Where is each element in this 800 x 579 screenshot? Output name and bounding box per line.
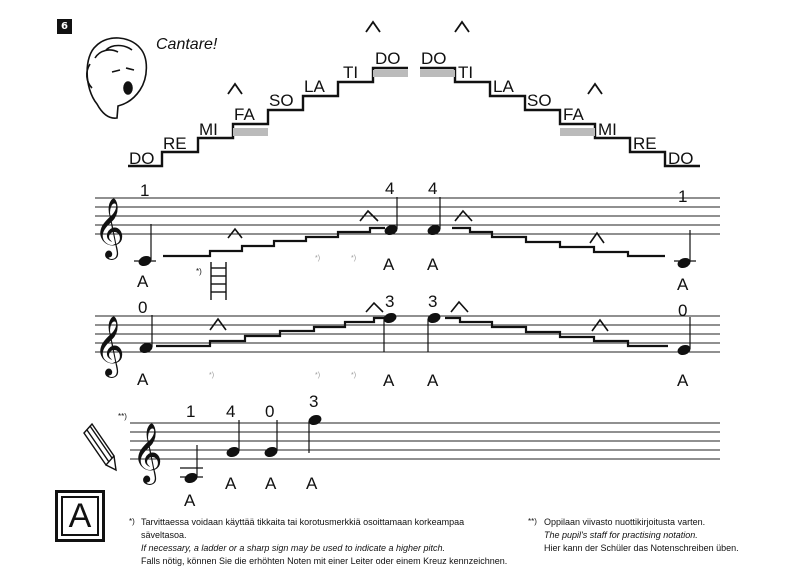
solfege-left-mi: MI — [199, 120, 218, 139]
solfege-right-so: SO — [527, 91, 552, 110]
staff-3-fingering-1: 1 — [186, 402, 196, 421]
section-letter: A — [61, 496, 99, 536]
solfege-left-fa: FA — [234, 105, 255, 124]
solfege-right-la: LA — [493, 77, 514, 96]
solfege-right-mi: MI — [598, 120, 617, 139]
solfege-left-re: RE — [163, 134, 187, 153]
staff-2-fingering-3: 3 — [428, 292, 438, 311]
staff-1-fingering-1: 1 — [140, 181, 150, 200]
footnote-right-de: Hier kann der Schüler das Notenschreiben üben. — [544, 543, 739, 553]
staff-2-marker-2: *) — [315, 372, 321, 379]
solfege-stairs-descending — [420, 68, 700, 166]
staff-2-fingering-1: 0 — [138, 298, 148, 317]
staff-2-fingering-4: 0 — [678, 301, 688, 320]
solfege-right-fa: FA — [563, 105, 584, 124]
footnote-left — [129, 516, 511, 568]
solfege-left-do-high: DO — [375, 49, 401, 68]
staff-3-note-label-3: A — [265, 474, 277, 493]
footnote-left-en: If necessary, a ladder or a sharp sign may be used to indicate a higher pitch. — [141, 543, 446, 553]
solfege-left-do: DO — [129, 149, 155, 168]
staff-1-note-label-4: A — [677, 275, 689, 294]
staff-2-note-label-4: A — [677, 371, 689, 390]
staff-2-note-label-3: A — [427, 371, 439, 390]
staff-2-stairs — [156, 318, 668, 346]
staff-1 — [95, 198, 720, 234]
solfege-carets-top — [228, 22, 602, 94]
staff-3-note-label-2: A — [225, 474, 237, 493]
staff-3-fingering-4: 3 — [309, 392, 319, 411]
staff-1-notes — [134, 197, 696, 269]
footnote-right — [528, 516, 764, 555]
staff-3-notes — [180, 414, 322, 484]
treble-clef-icon: 𝄞 — [94, 317, 125, 375]
staff-1-fingering-3: 4 — [428, 179, 438, 198]
footnote-left-de: Falls nötig, können Sie die erhöhten Noten mit einer Leiter oder einem Kreuz kennzeichnen. — [141, 556, 508, 566]
solfege-right-do: DO — [668, 149, 694, 168]
staff-1-marker-ladder: *) — [196, 267, 202, 276]
staff-1-note-label-2: A — [383, 255, 395, 274]
page-number: 6 — [57, 19, 72, 34]
footnote-right-marker: **) — [528, 517, 537, 526]
staff-2-fingering-2: 3 — [385, 292, 395, 311]
staff-2-marker-3: *) — [351, 372, 357, 379]
solfege-right-ti: TI — [458, 63, 474, 82]
solfege-right-do-high: DO — [421, 49, 447, 68]
footnote-right-fi: Oppilaan viivasto nuottikirjoitusta varten. — [544, 517, 706, 527]
staff-2-note-label-1: A — [137, 370, 149, 389]
footnote-left-fi: Tarvittaessa voidaan käyttää tikkaita tai korotusmerkkiä osoittamaan korkeampaa säveltasoa. — [141, 517, 465, 540]
solfege-left-la: LA — [304, 77, 325, 96]
staff-3-note-label-4: A — [306, 474, 318, 493]
staff-1-note-label-3: A — [427, 255, 439, 274]
solfege-left-ti: TI — [343, 63, 359, 82]
pencil-icon — [84, 424, 116, 470]
section-letter-box — [55, 490, 105, 542]
staff-3 — [130, 423, 720, 459]
staff-1-fingering-4: 1 — [678, 187, 688, 206]
instruction-text: Cantare! — [156, 36, 218, 53]
staff-2-note-label-2: A — [383, 371, 395, 390]
footnote-right-en: The pupil's staff for practising notation. — [544, 530, 698, 540]
singing-face-icon — [87, 38, 147, 118]
treble-clef-icon: 𝄞 — [132, 424, 163, 482]
staff-3-fingering-3: 0 — [265, 402, 275, 421]
treble-clef-icon: 𝄞 — [94, 199, 125, 257]
staff-1-marker-2: *) — [315, 255, 321, 262]
staff-3-marker: **) — [118, 412, 127, 421]
footnote-left-marker: *) — [129, 517, 135, 526]
staff-1-marker-3: *) — [351, 255, 357, 262]
solfege-right-re: RE — [633, 134, 657, 153]
ladder-icon — [211, 262, 226, 300]
staff-3-fingering-2: 4 — [226, 402, 236, 421]
staff-1-fingering-2: 4 — [385, 179, 395, 198]
solfege-left-so: SO — [269, 91, 294, 110]
staff-2-marker-1: *) — [209, 372, 215, 379]
staff-1-note-label-1: A — [137, 272, 149, 291]
staff-3-note-label-1: A — [184, 491, 196, 510]
